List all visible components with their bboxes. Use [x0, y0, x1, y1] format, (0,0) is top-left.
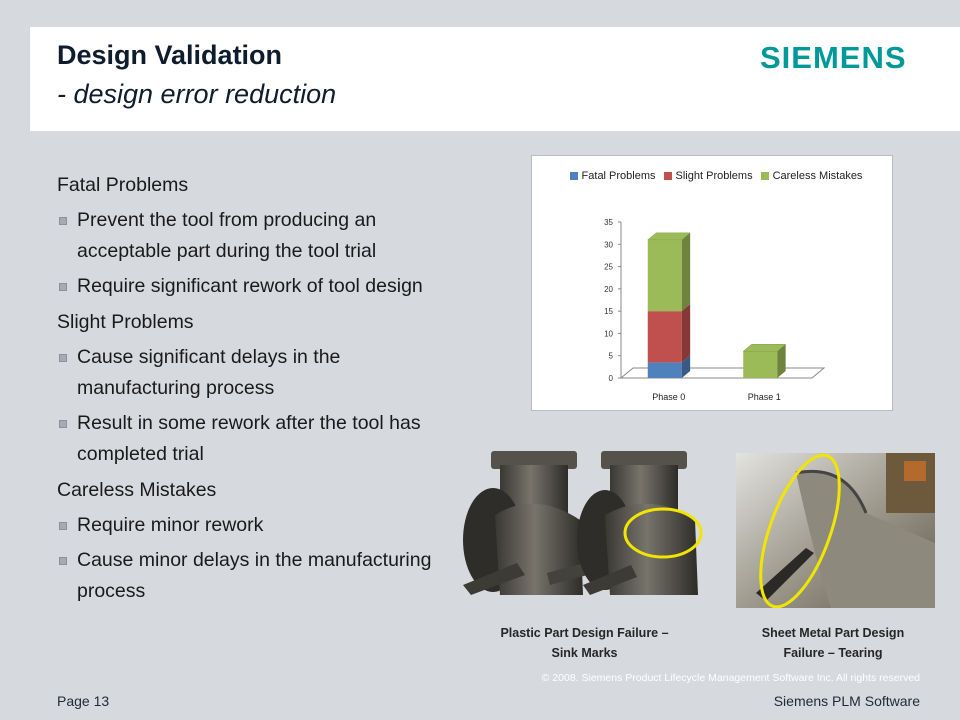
bullet-text: Require significant rework of tool design	[77, 275, 423, 297]
y-tick-label: 5	[608, 351, 613, 361]
bar-segment	[648, 311, 682, 362]
caption-line: Plastic Part Design Failure –	[500, 626, 669, 640]
y-tick-label: 0	[608, 374, 613, 383]
y-tick-label: 25	[604, 262, 613, 272]
bullet-text: Cause minor delays in the manufacturing process	[77, 549, 432, 602]
sheet-metal-photo	[736, 453, 935, 608]
footer-brand: Siemens PLM Software	[773, 693, 920, 709]
bullet-text: Prevent the tool from producing an acceptable part during the tool trial	[77, 209, 377, 262]
y-tick-label: 30	[604, 240, 613, 250]
bullet-text: Cause significant delays in the manufacturing process	[77, 346, 341, 399]
bar-segment-side	[682, 233, 690, 311]
bar-segment	[743, 351, 777, 378]
bullet-item	[57, 205, 462, 267]
bullet-square-icon	[59, 420, 67, 428]
bullet-square-icon	[59, 557, 67, 565]
legend-label: Careless Mistakes	[772, 170, 863, 182]
bar-segment	[648, 362, 682, 378]
section-heading-fatal: Fatal Problems	[57, 174, 189, 196]
chart-plot	[532, 156, 892, 410]
stacked-bar-chart	[531, 155, 893, 411]
sheet-photo-caption	[733, 623, 933, 663]
y-tick-label: 10	[604, 329, 613, 339]
caption-line: Sheet Metal Part Design	[761, 626, 905, 640]
bullet-item	[57, 408, 462, 470]
bullet-item	[57, 510, 462, 541]
plastic-photo-caption	[462, 623, 707, 663]
footer-page-number: Page 13	[57, 693, 110, 709]
plastic-part-photo	[455, 445, 720, 620]
caption-line: Failure – Tearing	[783, 646, 883, 660]
plastic-part-left	[463, 451, 595, 595]
bullet-text: Require minor rework	[77, 514, 264, 536]
bar-segment	[648, 240, 682, 311]
bullet-content	[57, 169, 462, 611]
x-tick-label: Phase 0	[652, 392, 686, 402]
page-subtitle: - design error reduction	[57, 79, 337, 109]
footer-copyright: © 2008. Siemens Product Lifecycle Management Software Inc. All rights reserved	[541, 672, 920, 684]
bar-segment-side	[682, 304, 690, 362]
y-tick-label: 15	[604, 307, 613, 317]
page-title: Design Validation	[57, 40, 283, 70]
x-tick-label: Phase 1	[747, 392, 781, 402]
bullet-item	[57, 271, 462, 302]
bullet-square-icon	[59, 217, 67, 225]
bullet-item	[57, 342, 462, 404]
section-heading-careless: Careless Mistakes	[57, 479, 217, 501]
bullet-square-icon	[59, 354, 67, 362]
legend-label: Fatal Problems	[581, 170, 656, 182]
y-tick-label: 35	[604, 218, 613, 227]
bullet-item	[57, 545, 462, 607]
y-tick-label: 20	[604, 284, 613, 294]
siemens-logo: SIEMENS	[760, 40, 907, 75]
bullet-text: Result in some rework after the tool has completed trial	[77, 412, 421, 465]
plastic-part-right	[577, 451, 698, 595]
caption-line: Sink Marks	[551, 646, 618, 660]
bullet-square-icon	[59, 522, 67, 530]
legend-label: Slight Problems	[675, 170, 753, 182]
bullet-square-icon	[59, 283, 67, 291]
section-heading-slight: Slight Problems	[57, 311, 194, 333]
